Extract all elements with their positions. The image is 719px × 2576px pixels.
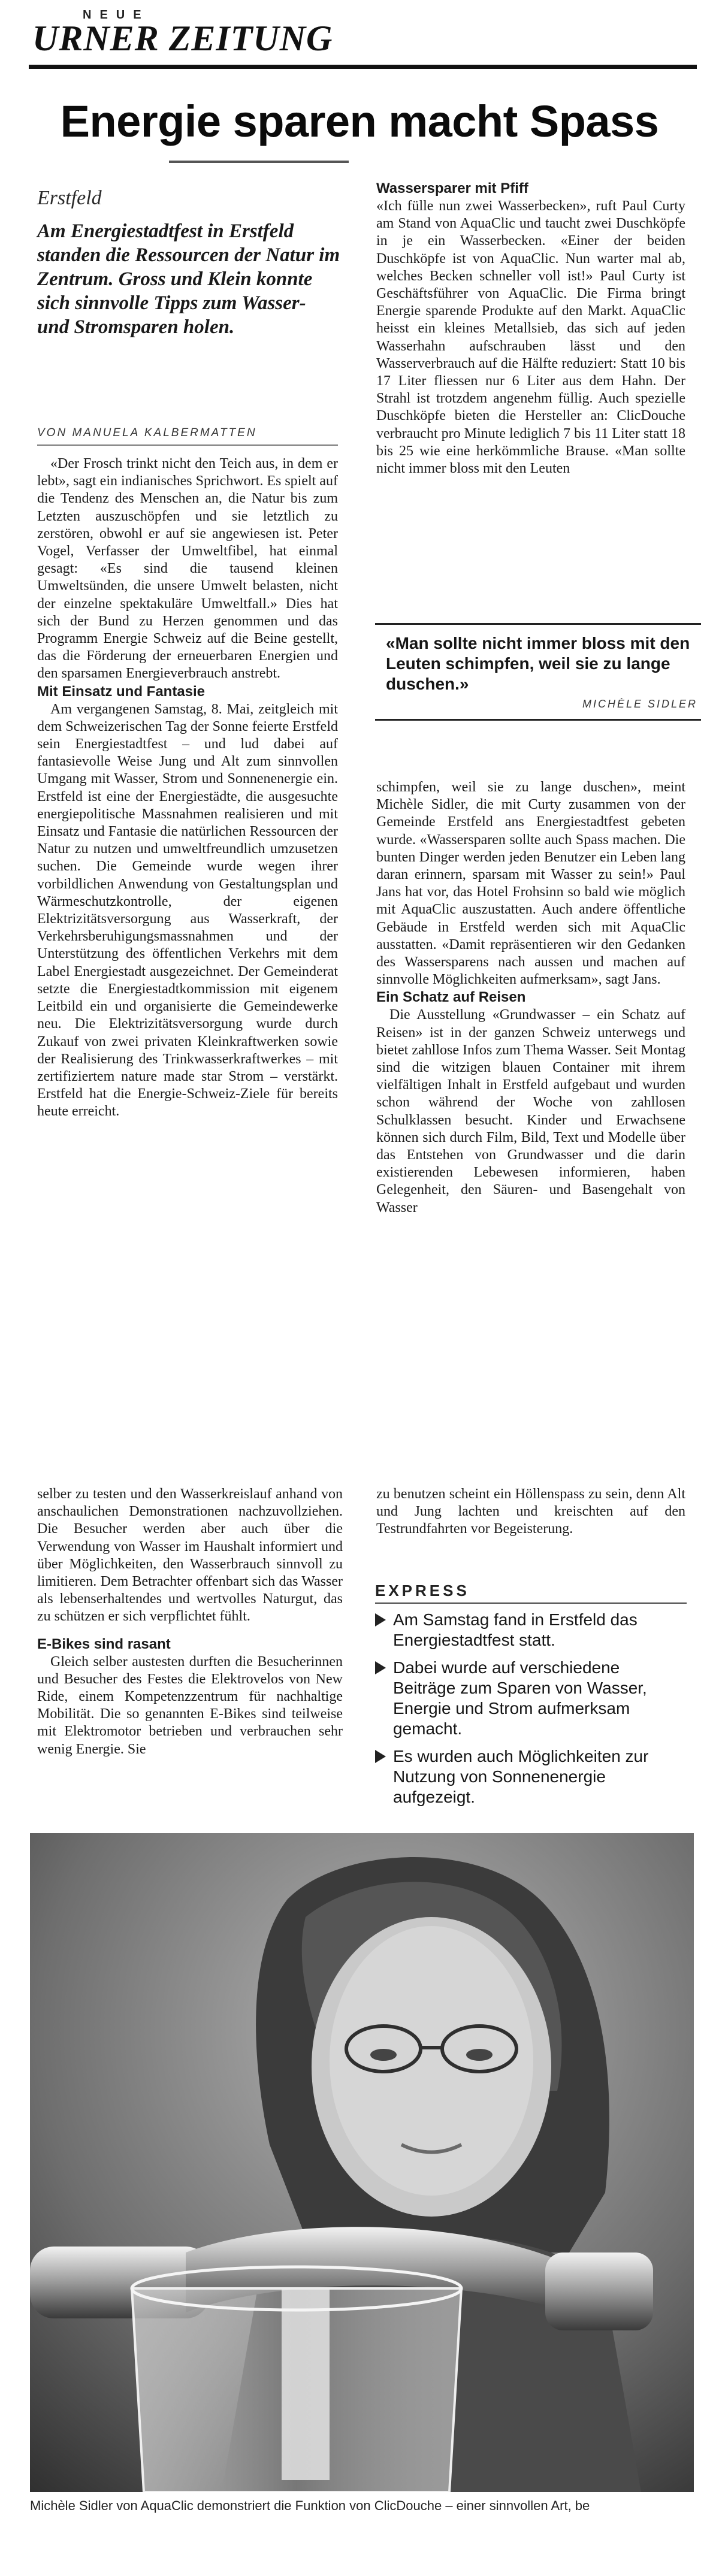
- subheading: Mit Einsatz und Fantasie: [37, 683, 206, 700]
- photo-illustration: [30, 1833, 694, 2492]
- paragraph: selber zu testen und den Wasserkreislauf anhand von anschaulichen Demonstrationen nachzuvollziehen. Die Besucher werden aber auch über die Verwendung von Wasser im Haushalt informiert und über Möglichkeiten, den Wasserbrauch sinnvoll zu limitieren. Dem Betrachter offenbart sich das Wasser als lebenserhaltendes und wertvolles Naturgut, das zu schützen er sich verpflichtet fühlt.: [37, 1486, 343, 1625]
- headline: Energie sparen macht Spass: [60, 96, 659, 146]
- lead-paragraph: Am Energiestadtfest in Erstfeld standen die Ressourcen der Natur im Zentrum. Gross und Klein konnte sich sinnvolle Tipps zum Wasser- und Stromsparen holen.: [37, 220, 340, 338]
- article-photo: [30, 1833, 694, 2492]
- pull-quote: [375, 623, 701, 721]
- express-title: EXPRESS: [375, 1582, 687, 1604]
- paragraph: Die Ausstellung «Grundwasser – ein Schatz auf Reisen» ist in der ganzen Schweiz unterwegs und bietet zahllose Infos zum Thema Wasser. Seit Montag sind die witzigen blauen Container mit ihrem vielfältigen Inhalt in Erstfeld aufgebaut und wurden schon während der Woche von zahllosen Schulklassen besucht. Kinder und Erwachsene können sich durch Film, Bild, Text und Modelle über das Entstehen von Grundwasser und die darin existierenden Lebewesen informieren, haben Gelegenheit, den Säuren- und Basengehalt von Wasser: [376, 1007, 685, 1216]
- article-column-2: [376, 180, 685, 477]
- paragraph: Am vergangenen Samstag, 8. Mai, zeitgleich mit dem Schweizerischen Tag der Sonne feierte Erstfeld sein Energiestadtfest – und lud dabei auf fantasievolle Weise Jung und Alt zum sinnvollen Umgang mit Wasser, Strom und Sonnenenergie ein. Erstfeld ist eine der Energiestädte, die ausgesuchte energiepolitische Massnahmen realisieren und mit Einsatz und Fantasie die natürlichen Ressourcen der Natur zu nutzen und umweltfreundlich umzusetzen suchen. Die Gemeinde wurde wegen ihrer vorbildlichen Anwendung von Gestaltungsplan und Wärmeschutzkontrolle, der eigenen Elektrizitätsversorgung aus Wasserkraft, der Verkehrsberuhigungsmassnahmen und der Unterstützung des öffentlichen Verkehrs mit dem Label Energiestadt ausgezeichnet. Der Gemeinderat setzte die Energiestadtkommission mit eigenem Leitbild ein und organisierte die Gemeindewerke neu. Die Elektrizitätsversorgung wurde durch Zukauf von zwei privaten Kleinkraftwerken sowie der Realisierung des Trinkwasserkraftwerkes – mit zertifiziertem nature made star Strom – verstärkt. Erstfeld hat die Energie-Schweiz-Ziele für bereits heute erreicht.: [37, 701, 338, 1120]
- express-item: [375, 1610, 687, 1650]
- pull-quote-text: «Man sollte nicht immer bloss mit den Leuten schimpfen, weil sie zu lange duschen.»: [386, 634, 690, 693]
- article-column-2-continued: [376, 779, 685, 1217]
- paragraph: Gleich selber austesten durften die Besucherinnen und Besucher des Festes die Elektrovelos von New Ride, einem Kompetenzzentrum für nachhaltige Mobilität. Die so genannten E-Bikes sind teilweise mit Elektromotor betrieben und verbrauchen sehr wenig Energie. Sie: [37, 1653, 343, 1757]
- subheading: Wassersparer mit Pfiff: [376, 180, 528, 196]
- subheading: E-Bikes sind rasant: [37, 1635, 171, 1652]
- express-item: [375, 1658, 687, 1739]
- photo-caption: Michèle Sidler von AquaClic demonstriert die Funktion von ClicDouche – einer sinnvollen Art, be: [30, 2498, 590, 2513]
- masthead-subtitle: NEUE: [83, 8, 150, 22]
- bullet-triangle-icon: [375, 1750, 386, 1763]
- dateline: Erstfeld: [37, 187, 102, 209]
- article-column-4: [376, 1486, 685, 1538]
- express-item: [375, 1746, 687, 1807]
- paragraph: «Der Frosch trinkt nicht den Teich aus, in dem er lebt», sagt ein indianisches Sprichwort. Es spielt auf die Tendenz des Menschen an, die Natur bis zum Letzten auszuschöpfen und sie letztlich zu zerstören, obwohl er auf sie angewiesen ist. Peter Vogel, Verfasser der Umweltfibel, hat einmal gesagt: «Es sind die tausend kleinen Umweltsünden, die unsere Umwelt belasten, nicht der einzelne spektakuläre Umweltfall.» Dies hat sich der Bund zu Herzen genommen und das Programm Energie Schweiz auf die Beine gestellt, das die Förderung der erneuerbaren Energien und den sparsamen Energieverbrauch anstrebt.: [37, 456, 338, 682]
- bullet-triangle-icon: [375, 1661, 386, 1674]
- article-column-1: [37, 455, 338, 1121]
- pull-quote-attribution: MICHÈLE SIDLER: [582, 698, 697, 710]
- express-item-text: Am Samstag fand in Erstfeld das Energiestadtfest statt.: [393, 1610, 638, 1649]
- headline-rule: [169, 161, 349, 163]
- express-box: [375, 1582, 687, 1815]
- byline: VON MANUELA KALBERMATTEN: [37, 427, 257, 439]
- paragraph: «Ich fülle nun zwei Wasserbecken», ruft Paul Curty am Stand von AquaClic und taucht zwei Duschköpfe in je ein Wasserbecken. «Einer der beiden Duschköpfe ist von AquaClic. Nun warter mal ab, welches Becken schneller voll ist!» Paul Curty ist Geschäftsführer von AquaClic. Die Firma bringt Energie sparende Produkte auf den Markt. AquaClic heisst ein kleines Metallsieb, das sich auf jeden Wasserhahn aufschrauben lässt und den Wasserverbrauch auf die Hälfte reduziert: Statt 10 bis 17 Liter fliessen nur 6 Liter aus dem Hahn. Der Strahl ist trotzdem angenehm füllig. Auch spezielle Duschköpfe bieten die Hersteller an: ClicDouche verbraucht pro Minute lediglich 7 bis 11 Liter statt 18 bis 25 wie eine herkömmliche Brause. «Man sollte nicht immer bloss mit den Leuten: [376, 198, 685, 477]
- paragraph: zu benutzen scheint ein Höllenspass zu sein, denn Alt und Jung lachten und kreischten auf den Testrundfahrten vor Begeisterung.: [376, 1486, 685, 1537]
- masthead-rule: [29, 65, 697, 69]
- paragraph: schimpfen, weil sie zu lange duschen», meint Michèle Sidler, die mit Curty zusammen von der Gemeinde Erstfeld ans Energiestadtfest gebeten wurde. «Wassersparen sollte auch Spass machen. Die bunten Dinger werden jeden Benutzer ein Leben lang daran erinnern, sparsam mit Wasser zu sein!» Paul Jans hat vor, das Hotel Frohsinn so bald wie möglich mit AquaClic auszustatten. Auch andere öffentliche Gebäude in Erstfeld werden sich mit AquaClic ausstatten. «Damit repräsentieren wir den Gedanken des Wassersparens nach aussen und machen auf sinnvolle Möglichkeiten aufmerksam», sagt Jans.: [376, 779, 685, 988]
- article-column-3: [37, 1486, 343, 1758]
- express-item-text: Dabei wurde auf verschiedene Beiträge zum Sparen von Wasser, Energie und Strom aufmerksam gemacht.: [393, 1658, 647, 1738]
- bullet-triangle-icon: [375, 1613, 386, 1626]
- byline-rule: [37, 445, 338, 446]
- express-item-text: Es wurden auch Möglichkeiten zur Nutzung von Sonnenenergie aufgezeigt.: [393, 1747, 649, 1806]
- subheading: Ein Schatz auf Reisen: [376, 989, 526, 1006]
- masthead-title: URNER ZEITUNG: [32, 19, 333, 58]
